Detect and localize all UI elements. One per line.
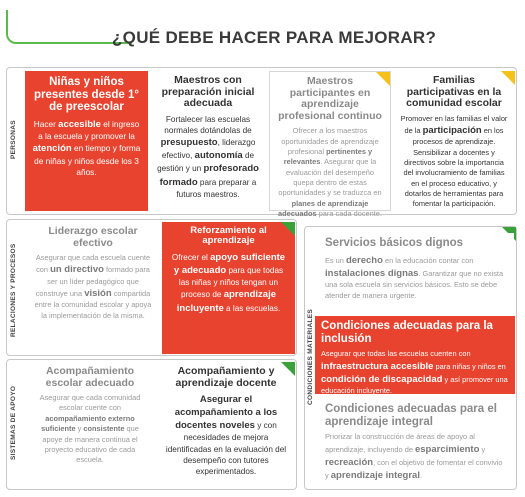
card-text: Promover en las familias el valor de la participación en los procesos de aprendizaje. Sensibilizar a docentes y directivos sobre la importancia del involucramiento de familias en el proceso educativo, y dotarlos de herramientas para fomentar la participación. bbox=[400, 113, 508, 209]
card-heading: Liderazgo escolar efectivo bbox=[48, 225, 138, 249]
title-line-curve bbox=[6, 10, 118, 44]
card-acompanamiento-escolar bbox=[25, 362, 155, 488]
card-heading: Niñas y niños presentes desde 1° de preescolar bbox=[34, 76, 139, 114]
card-text: Asegurar el acompañamiento a los docentes noveles y con necesidades de mejora identificadas en la evaluación del desempeño con tutores experimentados. bbox=[165, 394, 287, 477]
card-familias bbox=[393, 71, 515, 211]
card-text: Priorizar la construcción de áreas de apoyo al aprendizaje, incluyendo de esparcimiento y recreación, con el objetivo de fomentar el convivio y aprendizaje integral. bbox=[325, 432, 503, 482]
card-text: Ofrecer a los maestros oportunidades de aprendizaje profesional pertinentes y relevantes. Asegurar que la evaluación del desempeño quepa dentro de estas oportunidades y se traduzca en planes de aprendizaje adecuados para cada docente. bbox=[278, 126, 382, 219]
card-ninos-preescolar bbox=[25, 71, 148, 211]
card-text: Es un derecho en la educación contar con instalaciones dignas. Garantizar que no exista una sola escuela sin servicios básicos. Esto se debe atender de manera urgente. bbox=[325, 254, 504, 300]
card-heading: Familias participativas en la comunidad escolar bbox=[406, 74, 502, 110]
page-title: ¿QUÉ DEBE HACER PARA MEJORAR? bbox=[112, 28, 437, 47]
card-heading: Acompañamiento y aprendizaje docente bbox=[175, 365, 277, 389]
card-heading: Maestros participantes en aprendizaje profesional continuo bbox=[278, 75, 382, 122]
card-text: Fortalecer las escuelas normales dotándolas de presupuesto, liderazgo efectivo, autonomía de gestión y un profesorado formado para preparar a futuros maestros. bbox=[157, 114, 259, 199]
corner-marker-green bbox=[281, 222, 295, 236]
corner-marker-yellow bbox=[376, 72, 390, 86]
card-text: Hacer accesible el ingreso a la escuela y promover la atención en tiempo y forma de niñas y niños desde los 3 años. bbox=[32, 118, 141, 178]
card-maestros-participantes bbox=[269, 71, 391, 219]
card-heading: Reforzamiento al aprendizaje bbox=[190, 225, 267, 247]
card-text: Asegurar que todas las escuelas cuenten con infraestructura accesible para niñas y niños en condición de discapacidad y así promover una educación incluyente. bbox=[321, 349, 508, 396]
card-heading: Servicios básicos dignos bbox=[325, 237, 464, 249]
category-label-relaciones: RELACIONES Y PROCESOS bbox=[10, 243, 17, 337]
card-text: Asegurar que cada escuela cuente con un directivo formado para ser un líder pedagógico que construye una visión compartida entre la comunidad escolar y apoya la implementación de la misma. bbox=[34, 253, 152, 320]
relaciones-panel bbox=[6, 219, 297, 356]
card-aprendizaje-integral bbox=[319, 399, 514, 487]
card-text: Ofrecer el apoyo suficiente y adecuado para que todas las niñas y niños tengan un proceso de aprendizaje incluyente a las escuelas. bbox=[171, 251, 286, 314]
category-label-personas: PERSONAS bbox=[10, 120, 17, 160]
personas-panel bbox=[6, 67, 517, 219]
category-label-materiales: CONDICIONES MATERIALES bbox=[307, 308, 314, 406]
materiales-panel bbox=[304, 226, 517, 490]
card-liderazgo bbox=[25, 222, 161, 354]
card-heading: Condiciones adecuadas para el aprendizaje integral bbox=[325, 403, 497, 428]
card-text: Asegurar que cada comunidad escolar cuente con acompañamiento externo suficiente y consistente que apoye de manera continua el proyecto educativo de cada escuela. bbox=[39, 393, 141, 465]
card-acompanamiento-docente bbox=[157, 362, 295, 488]
card-heading: Acompañamiento escolar adecuado bbox=[45, 365, 135, 389]
sistemas-panel bbox=[6, 359, 297, 490]
card-heading: Maestros con preparación inicial adecuada bbox=[161, 74, 255, 110]
card-heading: Condiciones adecuadas para la inclusión bbox=[321, 320, 493, 345]
card-servicios-basicos bbox=[319, 233, 514, 311]
corner-marker-yellow bbox=[501, 71, 515, 85]
corner-marker-green bbox=[281, 362, 295, 376]
card-reforzamiento bbox=[162, 222, 295, 354]
card-maestros-preparacion bbox=[149, 71, 267, 211]
category-label-sistemas: SISTEMAS DE APOYO bbox=[10, 385, 17, 460]
card-inclusion bbox=[315, 316, 515, 394]
